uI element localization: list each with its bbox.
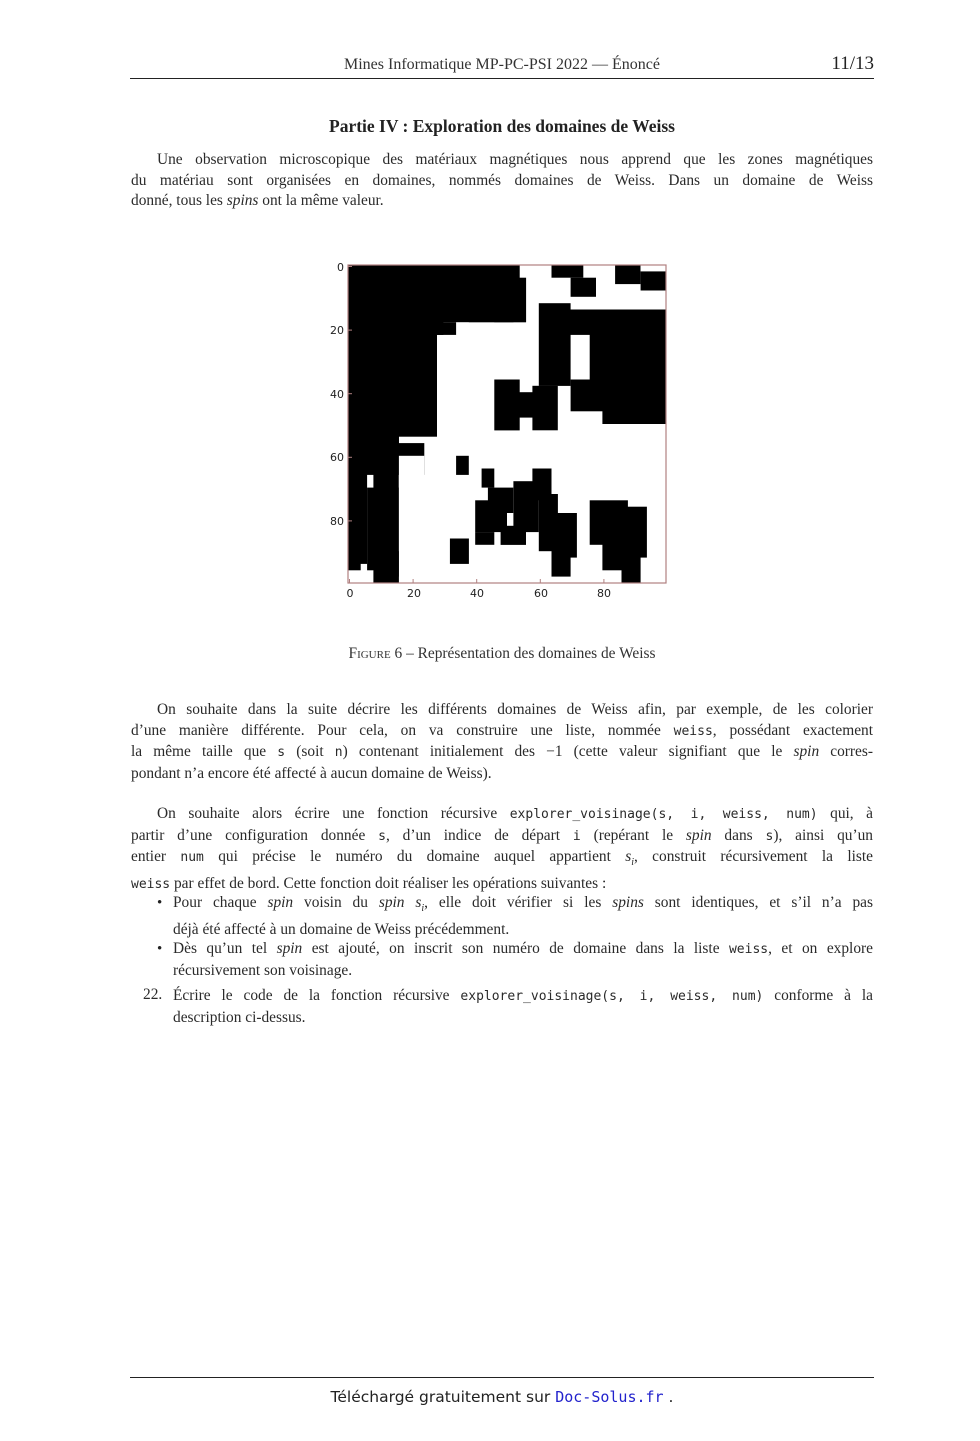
spin-domain: [552, 265, 584, 278]
text-line: entier num qui précise le numéro du domaine auquel appartient $s_i$, construit récursivement la liste: [131, 848, 873, 869]
intro-line: Une observation microscopique des matériaux magnétiques nous apprend que les zones magnétiques: [157, 151, 873, 168]
spin-domain: [641, 271, 666, 290]
text-line: Écrire le code de la fonction récursive explorer_voisinage(s, i, weiss, num) conforme à la: [173, 987, 873, 1004]
intro-line: donné, tous les spins ont la même valeur.: [131, 192, 384, 210]
footer-rule: [130, 1377, 874, 1378]
text-line: description ci-dessus.: [173, 1008, 306, 1026]
spin-domain: [482, 469, 495, 488]
text-line: weiss par effet de bord. Cette fonction doit réaliser les opérations suivantes :: [131, 875, 607, 893]
figure-caption: [130, 645, 874, 663]
text-line: Dès qu’un tel spin est ajouté, on inscrit son numéro de domaine dans la liste weiss, et on explore: [173, 940, 873, 957]
y-tick-label: 80: [330, 515, 344, 528]
y-tick-label: 60: [330, 451, 344, 464]
intro-line: du matériau sont organisées en domaines, nommés domaines de Weiss. Dans un domaine de Weiss: [131, 171, 873, 189]
spin-domain: [469, 290, 526, 322]
spin-domain: [615, 265, 640, 284]
weiss-domains-figure: [326, 258, 678, 603]
question-number: 22.: [143, 986, 163, 1003]
paragraph-recursive-function: [131, 804, 873, 896]
question-22: [173, 986, 873, 1028]
bullet-marker: •: [157, 895, 163, 911]
spin-domain-white: [501, 558, 533, 583]
intro-paragraph: [131, 150, 873, 212]
spin-domain: [437, 322, 456, 335]
text-line: On souhaite alors écrire une fonction récursive explorer_voisinage(s, i, weiss, num) qui, à: [157, 805, 874, 822]
page-header: [130, 52, 874, 79]
text-line: Pour chaque spin voisin du spin $s_i$, elle doit vérifier si les spins sont identiques, et s’il n’a pas: [173, 894, 873, 915]
page-footer: Téléchargé gratuitement sur Doc-Solus.fr .: [330, 1388, 674, 1406]
bullet-marker: •: [157, 941, 163, 957]
section-title: Partie IV : Exploration des domaines de Weiss: [329, 116, 675, 136]
bullet-item-neighbours: [173, 893, 873, 940]
x-tick-label: 0: [346, 587, 354, 600]
y-tick-label: 40: [330, 388, 344, 401]
text-line: la même taille que s (soit n) contenant initialement des −1 (cette valeur signifiant que le spin corres-: [131, 743, 874, 761]
spin-domain: [488, 488, 513, 513]
text-line: récursivement son voisinage.: [173, 961, 353, 979]
text-line: déjà été affecté à un domaine de Weiss précédemment.: [173, 920, 510, 938]
paragraph-weiss-list: [131, 700, 873, 785]
spin-domain: [399, 310, 444, 335]
spin-domain-white: [443, 360, 475, 379]
spin-domain-white: [412, 513, 450, 583]
text-line: d’une manière différente. Pour cela, on va construire une liste, nommée weiss, possédant exactement: [131, 721, 874, 739]
text-line: On souhaite dans la suite décrire les différents domaines de Weiss afin, par exemple, de les colorier: [157, 701, 873, 718]
spin-domain: [456, 456, 469, 475]
spin-domain: [501, 526, 526, 545]
spin-domain-white: [641, 558, 666, 583]
x-tick-label: 60: [534, 587, 548, 600]
x-tick-label: 40: [470, 587, 484, 600]
y-tick-label: 0: [337, 261, 344, 274]
bullet-item-add-spin: [173, 939, 873, 981]
spin-domain: [443, 297, 468, 310]
spin-domain: [507, 265, 520, 284]
footer-text: Téléchargé gratuitement sur: [330, 1388, 556, 1406]
spin-domain-white: [348, 570, 373, 583]
spin-domain-white: [571, 558, 590, 583]
x-tick-label: 80: [597, 587, 611, 600]
doc-solus-link[interactable]: Doc-Solus.fr: [555, 1388, 664, 1406]
spin-grid-image: [348, 265, 666, 583]
text-line: partir d’une configuration donnée s, d’un indice de départ i (repérant le spin dans s), ainsi qu’un: [131, 826, 873, 844]
spin-domain: [367, 488, 399, 583]
x-tick-label: 20: [407, 587, 421, 600]
spin-domain: [475, 532, 494, 545]
spin-domain: [532, 386, 557, 431]
spin-domain: [571, 278, 596, 297]
caption-label: Figure 6: [348, 645, 403, 662]
header-title: Mines Informatique MP-PC-PSI 2022 — Énoncé: [344, 56, 660, 73]
page-number: 11/13: [831, 53, 874, 74]
spin-domain: [628, 405, 666, 424]
text-line: pondant n’a encore été affecté à aucun domaine de Weiss).: [131, 765, 492, 783]
caption-text: – Représentation des domaines de Weiss: [402, 645, 656, 662]
spin-domain: [571, 380, 616, 412]
spin-domain: [450, 539, 469, 564]
y-tick-label: 20: [330, 324, 344, 337]
